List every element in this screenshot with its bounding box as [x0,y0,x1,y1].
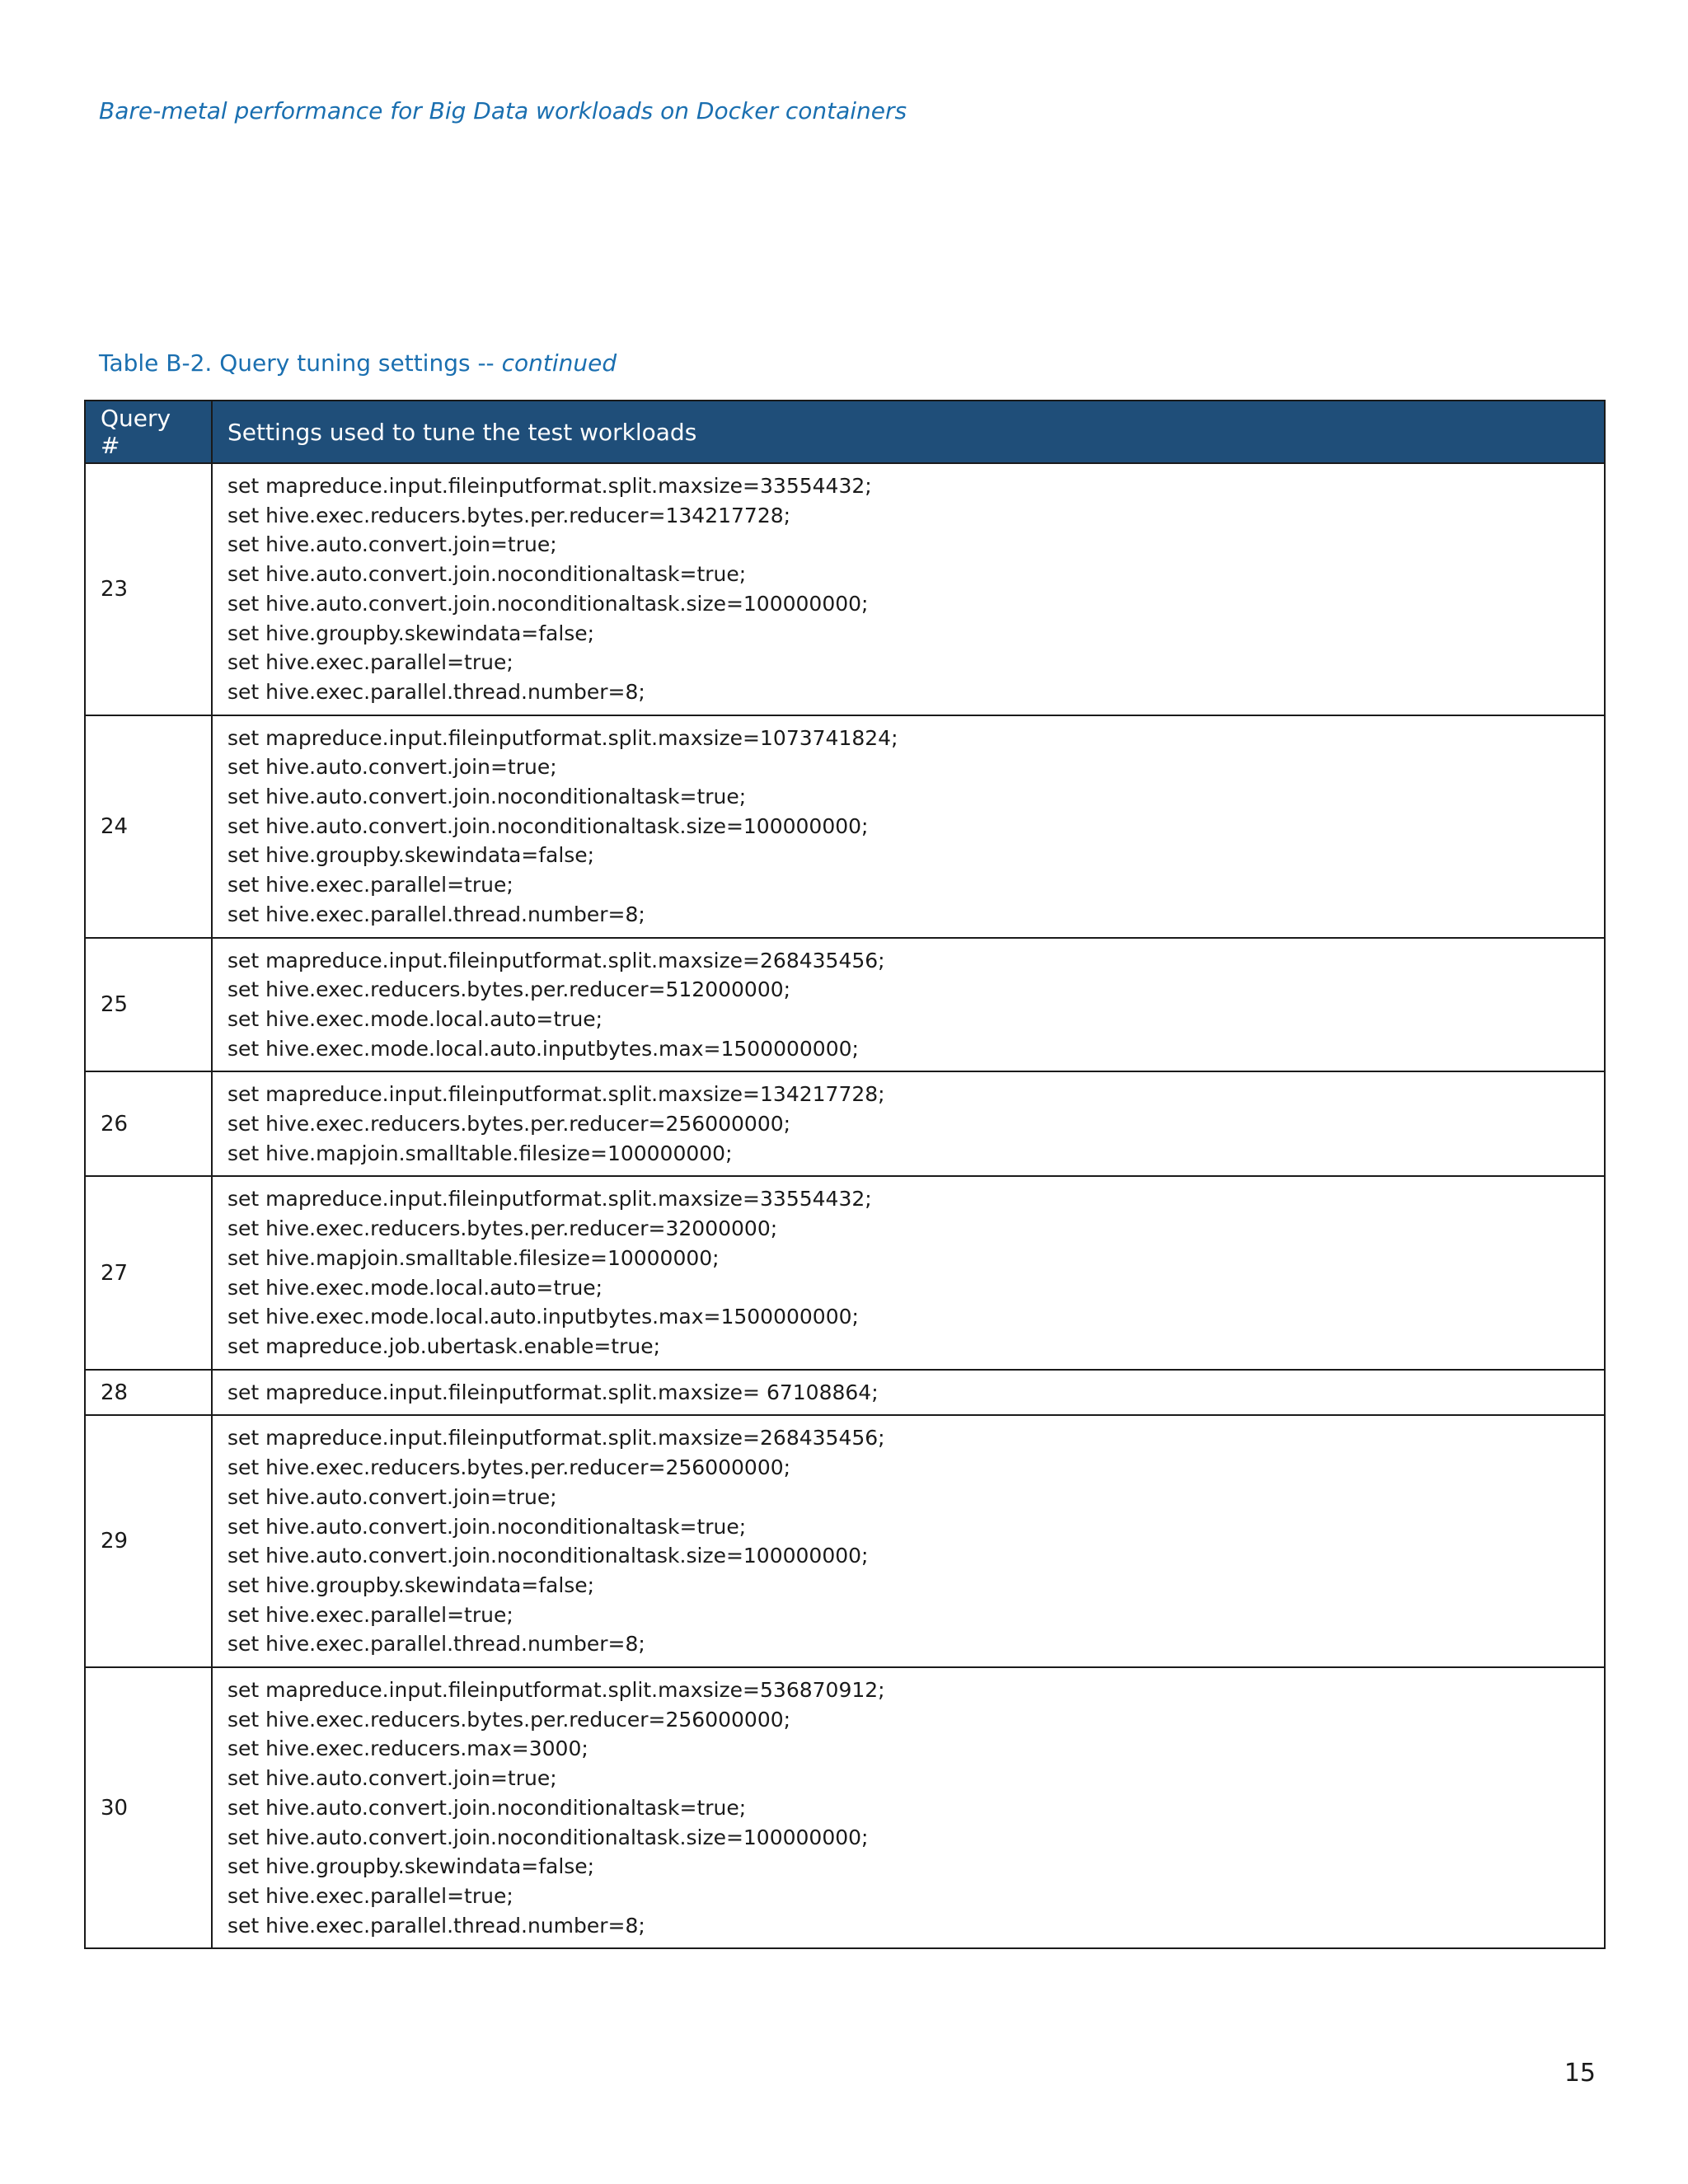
settings-cell [212,938,1605,1072]
setting-line: set mapreduce.input.fileinputformat.split.maxsize=268435456; [227,948,885,972]
setting-line: set hive.exec.mode.local.auto=true; [227,1275,603,1300]
setting-line: set hive.exec.reducers.bytes.per.reducer=134217728; [227,503,791,527]
table-row [85,938,1605,1072]
setting-line: set hive.auto.convert.join.noconditionaltask=true; [227,1514,747,1539]
setting-line: set hive.auto.convert.join=true; [227,755,557,780]
setting-line: set hive.exec.reducers.bytes.per.reducer=32000000; [227,1216,778,1241]
settings-cell [212,1667,1605,1948]
setting-line: set hive.auto.convert.join=true; [227,1484,557,1509]
setting-line: set mapreduce.input.fileinputformat.split.maxsize=1073741824; [227,725,898,750]
table-row [85,1071,1605,1176]
query-number-cell: 29 [85,1415,212,1667]
setting-line: set hive.exec.reducers.bytes.per.reducer=256000000; [227,1112,791,1137]
query-number-cell: 25 [85,938,212,1072]
column-header-settings: Settings used to tune the test workloads [212,401,1605,463]
setting-line: set hive.exec.parallel=true; [227,650,513,675]
table-header-row [85,401,1605,463]
query-number-cell: 28 [85,1370,212,1416]
settings-cell [212,1415,1605,1667]
setting-line: set hive.exec.parallel.thread.number=8; [227,1632,645,1657]
setting-line: set hive.groupby.skewindata=false; [227,843,595,868]
setting-line: set mapreduce.job.ubertask.enable=true; [227,1333,661,1358]
setting-line: set hive.exec.parallel.thread.number=8; [227,679,645,704]
setting-line: set mapreduce.input.fileinputformat.split.maxsize=33554432; [227,474,872,498]
setting-line: set mapreduce.input.fileinputformat.split.maxsize=134217728; [227,1082,885,1107]
setting-line: set hive.auto.convert.join=true; [227,532,557,557]
setting-line: set hive.groupby.skewindata=false; [227,1572,595,1597]
setting-line: set hive.auto.convert.join.noconditionaltask=true; [227,1795,747,1820]
table-row [85,1370,1605,1416]
setting-line: set hive.exec.parallel=true; [227,1883,513,1908]
setting-line: set hive.exec.reducers.bytes.per.reducer=512000000; [227,977,791,1002]
setting-line: set hive.auto.convert.join=true; [227,1766,557,1791]
setting-line: set hive.auto.convert.join.noconditionaltask.size=100000000; [227,591,869,616]
page-number: 15 [1564,2059,1596,2088]
setting-line: set hive.exec.parallel=true; [227,1602,513,1627]
setting-line: set hive.exec.reducers.bytes.per.reducer=256000000; [227,1707,791,1732]
query-number-cell: 30 [85,1667,212,1948]
setting-line: set hive.exec.reducers.max=3000; [227,1736,588,1761]
setting-line: set hive.exec.mode.local.auto.inputbytes.max=1500000000; [227,1036,859,1061]
setting-line: set mapreduce.input.fileinputformat.split.maxsize=536870912; [227,1678,885,1703]
table-row [85,715,1605,938]
setting-line: set hive.auto.convert.join.noconditionaltask=true; [227,785,747,809]
table-row [85,463,1605,715]
setting-line: set hive.groupby.skewindata=false; [227,621,595,645]
setting-line: set mapreduce.input.fileinputformat.split.maxsize= 67108864; [227,1380,879,1404]
setting-line: set hive.auto.convert.join.noconditionaltask.size=100000000; [227,1825,869,1849]
setting-line: set hive.mapjoin.smalltable.filesize=10000000; [227,1245,720,1270]
settings-cell [212,715,1605,938]
table-caption [99,349,617,377]
query-number-cell: 26 [85,1071,212,1176]
table-body [85,463,1605,1948]
setting-line: set hive.exec.reducers.bytes.per.reducer=256000000; [227,1455,791,1480]
setting-line: set hive.auto.convert.join.noconditionaltask=true; [227,562,747,587]
table-row [85,1415,1605,1667]
caption-continued: continued [501,349,617,377]
setting-line: set hive.exec.parallel=true; [227,873,513,898]
running-header: Bare-metal performance for Big Data workloads on Docker containers [99,97,907,124]
setting-line: set hive.groupby.skewindata=false; [227,1854,595,1879]
caption-prefix: Table B-2. Query tuning settings -- [99,349,502,377]
table-row [85,1176,1605,1369]
setting-line: set hive.exec.mode.local.auto.inputbytes.max=1500000000; [227,1305,859,1329]
settings-cell [212,1176,1605,1369]
setting-line: set hive.exec.parallel.thread.number=8; [227,902,645,926]
setting-line: set hive.mapjoin.smalltable.filesize=100000000; [227,1141,733,1165]
setting-line: set hive.exec.mode.local.auto=true; [227,1006,603,1031]
table-row [85,1667,1605,1948]
setting-line: set mapreduce.input.fileinputformat.split.maxsize=268435456; [227,1426,885,1451]
setting-line: set hive.auto.convert.join.noconditionaltask.size=100000000; [227,813,869,838]
settings-cell [212,463,1605,715]
query-number-cell: 23 [85,463,212,715]
query-number-cell: 27 [85,1176,212,1369]
settings-cell [212,1370,1605,1416]
setting-line: set hive.exec.parallel.thread.number=8; [227,1913,645,1938]
settings-cell [212,1071,1605,1176]
query-number-cell: 24 [85,715,212,938]
query-tuning-table [84,400,1606,1949]
column-header-query: Query # [85,401,212,463]
setting-line: set hive.auto.convert.join.noconditionaltask.size=100000000; [227,1544,869,1568]
setting-line: set mapreduce.input.fileinputformat.split.maxsize=33554432; [227,1187,872,1212]
